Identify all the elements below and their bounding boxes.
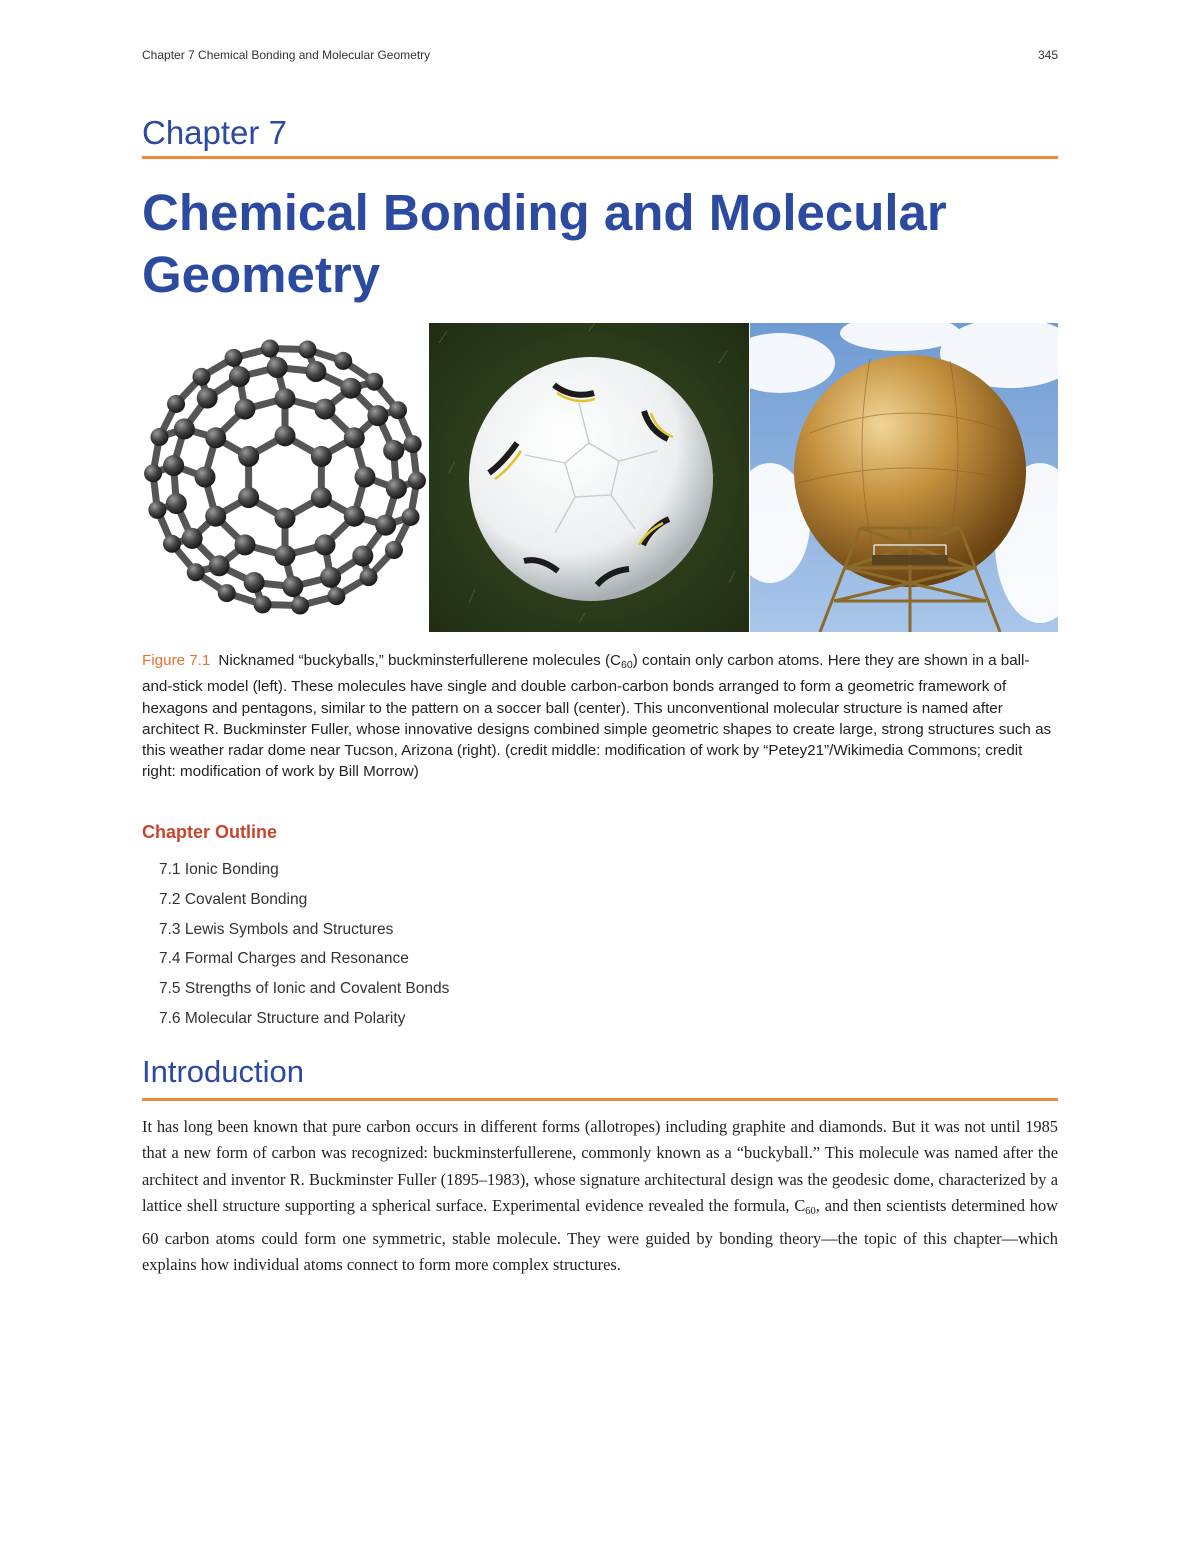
intro-subscript: 60: [805, 1206, 816, 1218]
carbon-atom: [197, 388, 218, 409]
carbon-atom: [315, 534, 336, 555]
soccer-ball-image: [429, 323, 749, 632]
carbon-atom: [408, 472, 426, 490]
carbon-atom: [174, 418, 195, 439]
carbon-atom: [187, 563, 205, 581]
carbon-atom: [375, 515, 396, 536]
running-head-title: Chapter 7 Chemical Bonding and Molecular Geometry: [142, 48, 431, 62]
carbon-atom: [166, 493, 187, 514]
buckyball-illustration: [142, 323, 428, 632]
carbon-atom: [383, 440, 404, 461]
carbon-atom: [148, 501, 166, 519]
introduction-paragraph: [142, 1114, 1058, 1278]
carbon-atom: [261, 339, 279, 357]
soccer-ball-illustration: [429, 323, 749, 632]
carbon-atom: [235, 399, 256, 420]
carbon-atom: [192, 368, 210, 386]
outline-item[interactable]: 7.4 Formal Charges and Resonance: [159, 950, 409, 968]
buckyball-model-image: [142, 323, 428, 632]
carbon-atom: [218, 584, 236, 602]
intro-text-b: , and then scientists determined how 60 carbon atoms could form one symmetric, stable molecule. They were guided by bonding theory—the topic of this chapter—which explains how individual atoms connect to form more complex structures.: [142, 1196, 1058, 1275]
figure-caption: [142, 650, 1058, 783]
outline-item[interactable]: 7.3 Lewis Symbols and Structures: [159, 920, 394, 938]
carbon-atom: [334, 352, 352, 370]
carbon-atom: [360, 568, 378, 586]
carbon-atom: [389, 401, 407, 419]
carbon-atom: [344, 506, 365, 527]
introduction-heading: Introduction: [142, 1054, 304, 1089]
carbon-atom: [355, 467, 376, 488]
carbon-atom: [225, 349, 243, 367]
carbon-atom: [235, 534, 256, 555]
carbon-atom: [253, 595, 271, 613]
carbon-atom: [205, 506, 226, 527]
page-number: 345: [1037, 48, 1058, 62]
carbon-atom: [327, 587, 345, 605]
carbon-atom: [267, 357, 288, 378]
chapter-outline-list: [159, 855, 449, 1034]
carbon-atom: [238, 487, 259, 508]
carbon-atom: [404, 435, 422, 453]
chapter-outline-heading: Chapter Outline: [142, 822, 278, 842]
carbon-atom: [365, 373, 383, 391]
carbon-atom: [195, 467, 216, 488]
carbon-atom: [352, 545, 373, 566]
running-head: [142, 48, 1058, 62]
carbon-atom: [205, 427, 226, 448]
carbon-atom: [344, 427, 365, 448]
chapter-divider: [142, 156, 1058, 159]
carbon-atom: [275, 425, 296, 446]
outline-item[interactable]: 7.2 Covalent Bonding: [159, 890, 308, 908]
intro-text-a: It has long been known that pure carbon occurs in different forms (allotropes) including graphite and diamonds. But it was not until 1985 that a new form of carbon was recognized: buckminsterfullerene, commonly known as a “buckyball.” This molecule was named after the architect and inventor R. Buckminster Fuller (1895–1983), whose signature architectural design was the geodesic dome, characterized by a lattice shell structure supporting a spherical surface. Experimental evidence revealed the formula, C: [142, 1117, 1058, 1216]
carbon-atom: [311, 487, 332, 508]
carbon-atom: [402, 508, 420, 526]
caption-subscript: 60: [621, 659, 633, 671]
carbon-atom: [291, 597, 309, 615]
caption-text-a: Nicknamed “buckyballs,” buckminsterfullerene molecules (C: [218, 652, 622, 669]
carbon-atom: [229, 366, 250, 387]
carbon-atom: [275, 545, 296, 566]
chapter-title: Chemical Bonding and Molecular Geometry: [142, 184, 947, 303]
textbook-page: [142, 0, 1058, 1553]
carbon-atom: [299, 341, 317, 359]
figure-7-1-images: [142, 323, 1058, 632]
carbon-atom: [150, 428, 168, 446]
carbon-atom: [282, 576, 303, 597]
outline-item[interactable]: 7.1 Ionic Bonding: [159, 861, 279, 878]
carbon-atom: [275, 508, 296, 529]
carbon-atom: [167, 395, 185, 413]
introduction-divider: [142, 1098, 1058, 1101]
carbon-atom: [182, 528, 203, 549]
radar-dome-image: [750, 323, 1058, 632]
carbon-atom: [315, 399, 336, 420]
carbon-atom: [238, 446, 259, 467]
caption-text-b: ) contain only carbon atoms. Here they are shown in a ball-and-stick model (left). These molecules have single and double carbon-carbon bonds arranged to form a geometric framework of hexagons and pentagons, similar to the pattern on a soccer ball (center). This unconventional molecular structure is named after architect R. Buckminster Fuller, whose innovative designs combined simple geometric shapes to create large, strong structures such as this weather radar dome near Tucson, Arizona (right). (credit middle: modification of work by “Petey21”/Wikimedia Commons; credit right: modification of work by Bill Morrow): [142, 652, 1052, 781]
carbon-atom: [305, 361, 326, 382]
carbon-atom: [209, 555, 230, 576]
outline-item[interactable]: 7.5 Strengths of Ionic and Covalent Bonds: [159, 980, 450, 998]
carbon-atom: [340, 378, 361, 399]
carbon-atom: [367, 405, 388, 426]
carbon-atom: [386, 478, 407, 499]
chapter-label: Chapter 7: [142, 114, 287, 151]
carbon-atom: [385, 541, 403, 559]
carbon-atom: [163, 455, 184, 476]
outline-item[interactable]: 7.6 Molecular Structure and Polarity: [159, 1009, 406, 1027]
carbon-atom: [320, 567, 341, 588]
radar-dome-illustration: [750, 323, 1058, 632]
carbon-atom: [163, 535, 181, 553]
carbon-atom: [144, 464, 162, 482]
figure-label: Figure 7.1: [142, 652, 211, 669]
carbon-atom: [275, 388, 296, 409]
carbon-atom: [311, 446, 332, 467]
carbon-atom: [244, 572, 265, 593]
